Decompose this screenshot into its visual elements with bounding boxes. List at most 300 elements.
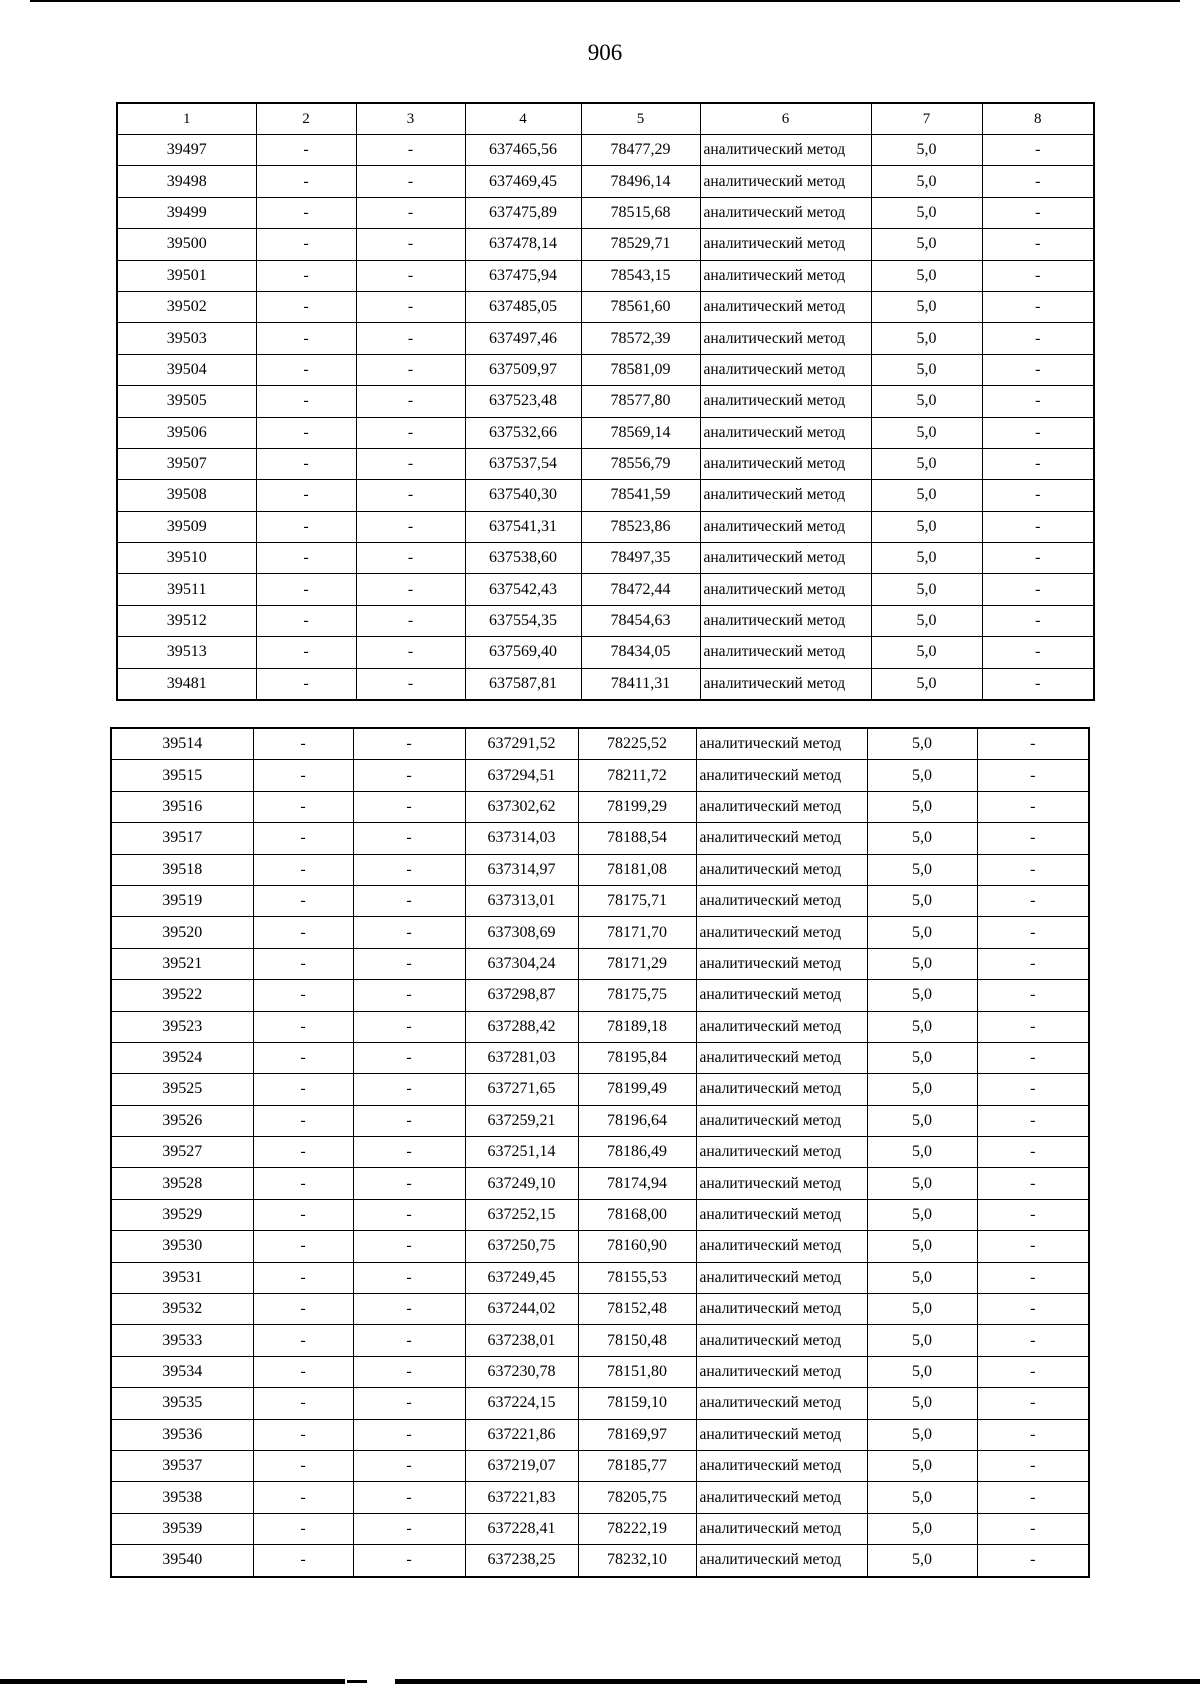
table-cell: аналитический метод [696,1513,867,1544]
table-cell: 5,0 [867,854,977,885]
table-cell: аналитический метод [700,323,871,354]
table-cell: 637249,10 [465,1168,578,1199]
table-cell: 39528 [111,1168,253,1199]
column-header: 5 [581,103,700,135]
table-row [117,166,1094,197]
table-cell: 637294,51 [465,760,578,791]
table-cell: 78477,29 [581,135,700,166]
table-cell: аналитический метод [696,823,867,854]
table-cell: - [977,1325,1089,1356]
table-row [117,260,1094,291]
table-cell: - [353,1231,465,1262]
table-cell: 78189,18 [578,1011,696,1042]
table-cell: 78171,29 [578,948,696,979]
table-cell: - [353,1137,465,1168]
table-cell: - [977,1199,1089,1230]
table-cell: - [256,323,356,354]
table-cell: - [982,417,1094,448]
table-cell: - [353,823,465,854]
table-cell: - [982,291,1094,322]
table-header-row [117,103,1094,135]
table-row [111,1356,1089,1387]
table-row [111,760,1089,791]
table-cell: 39522 [111,980,253,1011]
table-cell: - [253,1168,353,1199]
table-row [111,1419,1089,1450]
table-cell: - [353,760,465,791]
table-cell: 39516 [111,791,253,822]
table-cell: - [353,1294,465,1325]
table-cell: 637587,81 [465,668,581,700]
table-cell: 637538,60 [465,543,581,574]
column-header: 3 [356,103,465,135]
table-cell: 78196,64 [578,1105,696,1136]
table-cell: - [356,605,465,636]
table-row [117,229,1094,260]
table-cell: - [356,291,465,322]
table-cell: - [256,480,356,511]
table-cell: 5,0 [867,823,977,854]
table-cell: - [977,948,1089,979]
table-cell: - [977,1513,1089,1544]
table-row [117,386,1094,417]
table-row [111,854,1089,885]
table-cell: 78411,31 [581,668,700,700]
table-cell: 637313,01 [465,885,578,916]
table-cell: аналитический метод [696,728,867,760]
table-cell: - [253,1262,353,1293]
table-cell: 5,0 [867,948,977,979]
table-cell: 637509,97 [465,354,581,385]
table-cell: 39481 [117,668,256,700]
table-cell: 78561,60 [581,291,700,322]
table-cell: - [977,1074,1089,1105]
table-cell: - [253,885,353,916]
table-cell: - [353,1450,465,1481]
table-cell: 78497,35 [581,543,700,574]
table-cell: - [353,1513,465,1544]
table-row [117,135,1094,166]
table-cell: - [356,229,465,260]
table-cell: 39507 [117,448,256,479]
table-cell: - [977,760,1089,791]
table-cell: - [356,637,465,668]
table-cell: 78181,08 [578,854,696,885]
table-cell: 39506 [117,417,256,448]
table-cell: 5,0 [871,135,982,166]
table-cell: 637314,97 [465,854,578,885]
table-cell: - [356,417,465,448]
table-cell: - [253,917,353,948]
table-cell: 5,0 [871,323,982,354]
table-cell: аналитический метод [700,605,871,636]
table-cell: - [253,1137,353,1168]
table-cell: - [253,791,353,822]
table-cell: - [982,448,1094,479]
table-cell: - [256,637,356,668]
table-cell: - [982,668,1094,700]
table-cell: 39526 [111,1105,253,1136]
table-cell: аналитический метод [696,1356,867,1387]
table-cell: 39499 [117,197,256,228]
table-cell: 5,0 [867,1168,977,1199]
table-cell: 5,0 [871,417,982,448]
table-cell: - [356,197,465,228]
table-cell: 39540 [111,1545,253,1577]
table-cell: - [356,260,465,291]
scan-edge-bottom [395,1679,1200,1684]
table-cell: аналитический метод [700,480,871,511]
table-cell: 5,0 [871,668,982,700]
table-cell: - [982,197,1094,228]
table-cell: 637221,86 [465,1419,578,1450]
table-cell: 637219,07 [465,1450,578,1481]
table-cell: - [977,823,1089,854]
table-cell: 78515,68 [581,197,700,228]
table-cell: 78185,77 [578,1450,696,1481]
table-row [111,1482,1089,1513]
table-cell: 637244,02 [465,1294,578,1325]
table-row [111,1388,1089,1419]
table-cell: - [982,229,1094,260]
table-cell: 5,0 [867,1482,977,1513]
table-cell: - [253,1074,353,1105]
table-cell: 637569,40 [465,637,581,668]
table-cell: 5,0 [867,1231,977,1262]
table-cell: - [977,1231,1089,1262]
table-row [111,1105,1089,1136]
table-cell: 5,0 [871,197,982,228]
table-cell: - [253,1042,353,1073]
column-header: 6 [700,103,871,135]
table-cell: - [353,1168,465,1199]
table-cell: 39500 [117,229,256,260]
table-cell: 39535 [111,1388,253,1419]
table-cell: - [353,1105,465,1136]
table-cell: - [256,543,356,574]
table-cell: аналитический метод [700,197,871,228]
table-row [117,605,1094,636]
table-cell: аналитический метод [700,291,871,322]
table-cell: 39512 [117,605,256,636]
table-cell: 637252,15 [465,1199,578,1230]
table-cell: 637314,03 [465,823,578,854]
column-header: 1 [117,103,256,135]
table-cell: 637249,45 [465,1262,578,1293]
table-cell: - [253,854,353,885]
table-cell: 637250,75 [465,1231,578,1262]
table-cell: - [977,1011,1089,1042]
table-cell: аналитический метод [696,1231,867,1262]
table-cell: 78472,44 [581,574,700,605]
table-cell: 39532 [111,1294,253,1325]
table-cell: - [256,574,356,605]
table-cell: - [256,260,356,291]
table-cell: 39505 [117,386,256,417]
table-cell: аналитический метод [700,354,871,385]
table-cell: - [256,386,356,417]
table-cell: аналитический метод [700,417,871,448]
table-cell: аналитический метод [696,1137,867,1168]
table-cell: - [356,448,465,479]
table-cell: аналитический метод [696,1262,867,1293]
table-cell: - [253,1011,353,1042]
table-row [111,1294,1089,1325]
table-cell: 78232,10 [578,1545,696,1577]
table-cell: - [256,229,356,260]
table-cell: - [353,1074,465,1105]
table-row [111,1262,1089,1293]
table-cell: - [982,605,1094,636]
table-cell: - [253,1388,353,1419]
table-cell: - [353,1011,465,1042]
table-cell: 637251,14 [465,1137,578,1168]
table-cell: - [353,1545,465,1577]
table-cell: 637540,30 [465,480,581,511]
table-cell: - [253,1231,353,1262]
table-cell: - [256,448,356,479]
column-header: 8 [982,103,1094,135]
table-row [111,823,1089,854]
table-cell: 5,0 [871,480,982,511]
table-cell: аналитический метод [696,1294,867,1325]
table-cell: 637230,78 [465,1356,578,1387]
table-row [111,1199,1089,1230]
table-cell: 637554,35 [465,605,581,636]
table-cell: 39510 [117,543,256,574]
scan-edge-top [30,0,1180,2]
table-cell: 637221,83 [465,1482,578,1513]
table-cell: 637288,42 [465,1011,578,1042]
table-row [111,980,1089,1011]
table-row [117,448,1094,479]
table-cell: - [982,511,1094,542]
table-cell: 5,0 [867,1450,977,1481]
table-cell: 78168,00 [578,1199,696,1230]
table-cell: 78496,14 [581,166,700,197]
table-cell: аналитический метод [696,1482,867,1513]
table-cell: 637475,89 [465,197,581,228]
table-cell: - [253,1419,353,1450]
table-cell: - [353,980,465,1011]
table-cell: 637485,05 [465,291,581,322]
table-row [117,354,1094,385]
table-row [117,511,1094,542]
table-cell: 78169,97 [578,1419,696,1450]
table-cell: 39533 [111,1325,253,1356]
table-cell: 5,0 [871,386,982,417]
table-cell: - [356,543,465,574]
table-cell: - [982,480,1094,511]
table-row [111,791,1089,822]
table-row [111,1168,1089,1199]
table-cell: - [982,637,1094,668]
table-cell: 5,0 [867,791,977,822]
table-cell: 39501 [117,260,256,291]
coordinates-table-top [116,102,1095,701]
table-cell: - [982,135,1094,166]
table-cell: 78199,29 [578,791,696,822]
table-cell: аналитический метод [700,386,871,417]
table-cell: - [977,728,1089,760]
table-cell: аналитический метод [696,1042,867,1073]
table-cell: 39509 [117,511,256,542]
table-row [117,637,1094,668]
table-cell: 78152,48 [578,1294,696,1325]
table-cell: - [977,854,1089,885]
table-cell: 5,0 [871,291,982,322]
table-cell: 78434,05 [581,637,700,668]
table-cell: 5,0 [871,448,982,479]
table-cell: - [256,605,356,636]
table-cell: аналитический метод [696,980,867,1011]
table-cell: - [353,1388,465,1419]
table-cell: - [356,386,465,417]
table-cell: 5,0 [867,1262,977,1293]
table-cell: - [253,1482,353,1513]
table-cell: - [353,885,465,916]
table-row [111,1042,1089,1073]
table-cell: - [256,291,356,322]
table-cell: - [253,1450,353,1481]
table-cell: 39504 [117,354,256,385]
table-cell: 637478,14 [465,229,581,260]
table-cell: 39525 [111,1074,253,1105]
table-cell: 39537 [111,1450,253,1481]
table-cell: - [977,1137,1089,1168]
table-cell: аналитический метод [696,1168,867,1199]
table-cell: 78211,72 [578,760,696,791]
table-cell: - [256,668,356,700]
table-cell: 637532,66 [465,417,581,448]
table-cell: - [982,166,1094,197]
table-cell: 39539 [111,1513,253,1544]
table-row [111,1545,1089,1577]
table-cell: - [977,980,1089,1011]
table-cell: - [256,511,356,542]
table-cell: - [982,260,1094,291]
table-row [117,197,1094,228]
table-cell: - [253,1356,353,1387]
table-cell: аналитический метод [696,791,867,822]
table-cell: - [253,948,353,979]
table-cell: 5,0 [867,1513,977,1544]
table-cell: 39527 [111,1137,253,1168]
table-cell: аналитический метод [696,1450,867,1481]
table-cell: аналитический метод [700,135,871,166]
table-row [117,291,1094,322]
table-cell: 5,0 [867,1074,977,1105]
table-cell: - [982,354,1094,385]
table-cell: аналитический метод [696,1545,867,1577]
table-cell: 637469,45 [465,166,581,197]
table-cell: - [356,480,465,511]
table-cell: 5,0 [867,1419,977,1450]
table-cell: 39524 [111,1042,253,1073]
table-cell: 39513 [117,637,256,668]
table-cell: - [977,791,1089,822]
table-cell: - [977,885,1089,916]
table-cell: - [353,728,465,760]
table-cell: - [977,917,1089,948]
table-cell: аналитический метод [700,543,871,574]
table-cell: 5,0 [867,917,977,948]
table-cell: 637475,94 [465,260,581,291]
table-row [111,728,1089,760]
table-cell: 5,0 [871,354,982,385]
table-cell: - [256,135,356,166]
table-cell: - [253,728,353,760]
table-cell: 39530 [111,1231,253,1262]
table-cell: - [356,668,465,700]
table-row [117,543,1094,574]
table-cell: - [977,1419,1089,1450]
table-cell: 78159,10 [578,1388,696,1419]
table-cell: 39534 [111,1356,253,1387]
table-cell: аналитический метод [700,637,871,668]
table-cell: 637304,24 [465,948,578,979]
table-cell: 637271,65 [465,1074,578,1105]
table-cell: - [977,1388,1089,1419]
table-cell: 5,0 [867,1137,977,1168]
table-cell: 39523 [111,1011,253,1042]
column-header: 7 [871,103,982,135]
table-cell: 637291,52 [465,728,578,760]
table-cell: - [256,166,356,197]
table-cell: - [356,166,465,197]
table-cell: - [977,1545,1089,1577]
table-cell: 637308,69 [465,917,578,948]
table-cell: 637228,41 [465,1513,578,1544]
table-cell: 78160,90 [578,1231,696,1262]
table-cell: - [253,980,353,1011]
table-cell: 39538 [111,1482,253,1513]
table-cell: - [253,1325,353,1356]
table-cell: - [982,574,1094,605]
table-cell: аналитический метод [696,1074,867,1105]
table-cell: - [977,1294,1089,1325]
table-cell: 78529,71 [581,229,700,260]
table-cell: 78572,39 [581,323,700,354]
scan-edge-bottom [0,1679,345,1684]
table-cell: 5,0 [867,1199,977,1230]
table-cell: - [256,354,356,385]
table-row [117,668,1094,700]
table-cell: - [353,1482,465,1513]
table-cell: 39520 [111,917,253,948]
table-cell: - [353,1356,465,1387]
table-cell: - [982,543,1094,574]
table-cell: 5,0 [867,1011,977,1042]
table-cell: 637224,15 [465,1388,578,1419]
table-cell: 78569,14 [581,417,700,448]
table-cell: - [353,854,465,885]
table-cell: - [353,1419,465,1450]
table-cell: - [356,323,465,354]
table-cell: - [353,1199,465,1230]
table-row [111,1513,1089,1544]
table-cell: 78225,52 [578,728,696,760]
table-cell: 5,0 [867,1105,977,1136]
table-cell: аналитический метод [700,166,871,197]
table-cell: 637465,56 [465,135,581,166]
table-cell: аналитический метод [696,948,867,979]
table-cell: 78454,63 [581,605,700,636]
table-cell: 78175,75 [578,980,696,1011]
table-cell: 78175,71 [578,885,696,916]
table-row [111,1074,1089,1105]
table-cell: 5,0 [867,1042,977,1073]
